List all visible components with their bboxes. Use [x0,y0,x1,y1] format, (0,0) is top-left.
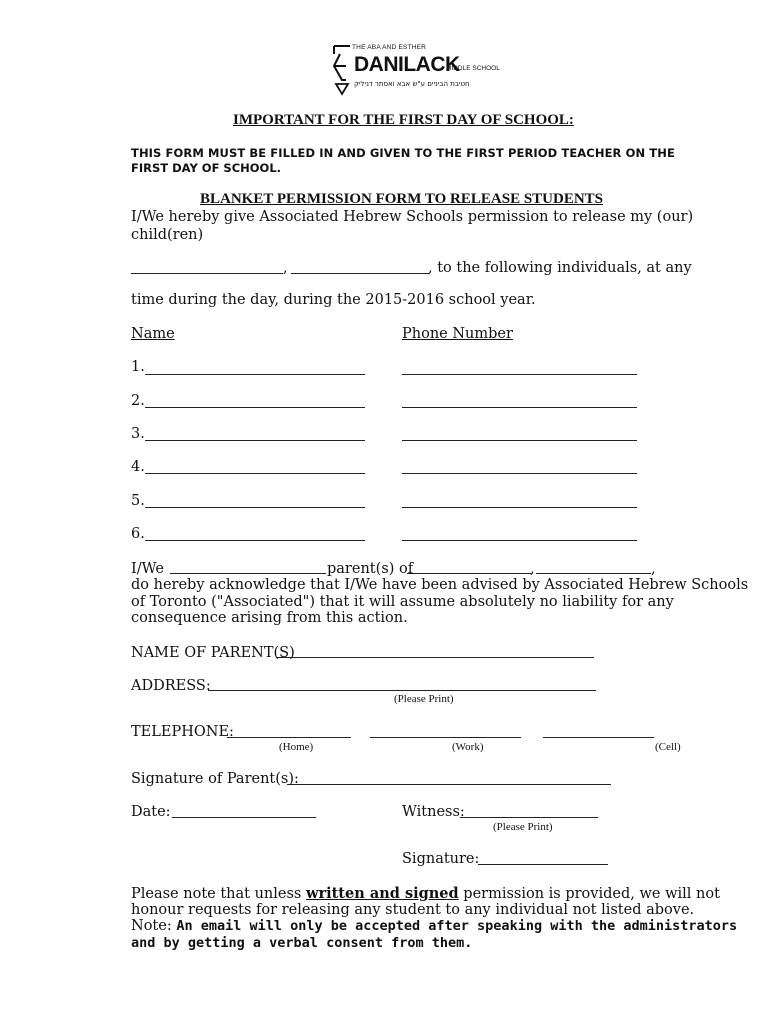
row-number-6: 6. [131,526,145,542]
note-label: Note: [131,918,177,934]
please-print-hint: (Please Print) [394,693,454,705]
row-5-name-field[interactable] [145,507,365,508]
witness-signature-label: Signature: [402,851,480,867]
note-line-1 [131,885,720,902]
row-number-5: 5. [131,493,145,509]
row-6-phone-field[interactable] [402,540,637,541]
acknowledge-line-2: of Toronto ("Associated") that it will assume absolutely no liability for any [131,594,674,610]
page-title-text: IMPORTANT FOR THE FIRST DAY OF SCHOOL [233,112,569,128]
acknowledge-line-3: consequence arising from this action. [131,610,408,626]
row-6-name-field[interactable] [145,540,365,541]
note-line-2: honour requests for releasing any student to any individual not listed above. [131,902,695,918]
note-verbal-consent: and by getting a verbal consent from them. [131,935,473,951]
time-line-text: time during the day, during the 2015-2016 school year. [131,292,536,308]
phone-column-header: Phone Number [402,326,513,342]
name-column-header: Name [131,326,175,342]
cell-hint: (Cell) [655,741,681,753]
comma: , [283,260,288,276]
logo-hebrew-text: חטיבת הביניים ע"ש אבא ואסתר דניליק [354,80,470,88]
note-line-4 [131,935,472,951]
to-following-text: , to the following individuals, at any [428,260,692,276]
logo-subtitle: MIDDLE SCHOOL [446,65,500,72]
warning-line-2: FIRST DAY OF SCHOOL. [131,161,282,175]
parents-of-label: parent(s) of [327,561,414,577]
row-1-name-field[interactable] [145,374,365,375]
form-title: BLANKET PERMISSION FORM TO RELEASE STUDENTS [200,191,604,207]
parent-name-field[interactable] [276,657,594,658]
row-number-4: 4. [131,459,145,475]
home-hint: (Home) [279,741,314,753]
date-label: Date: [131,804,171,820]
page-title-colon: : [568,112,574,128]
comma: , [530,561,535,577]
parent-signature-field[interactable] [287,784,611,785]
row-4-name-field[interactable] [145,473,365,474]
child-2-field[interactable] [291,273,429,274]
child-name-field-2[interactable] [536,573,651,574]
child-1-field[interactable] [131,273,283,274]
intro-line-1: I/We hereby give Associated Hebrew Schools permission to release my (our) [131,209,694,225]
intro-line-2: child(ren) [131,227,204,243]
please-print-hint: (Please Print) [493,821,553,833]
note-line-3 [131,918,737,934]
note-email-policy: An email will only be accepted after speaking with the administrators [176,918,738,934]
work-hint: (Work) [452,741,484,753]
row-1-phone-field[interactable] [402,374,637,375]
child-name-field-1[interactable] [407,573,531,574]
acknowledge-line-1: do hereby acknowledge that I/We have been advised by Associated Hebrew Schools [131,577,749,593]
iwe-label: I/We [131,561,164,577]
telephone-cell-field[interactable] [543,737,654,738]
row-3-phone-field[interactable] [402,440,637,441]
row-5-phone-field[interactable] [402,507,637,508]
note-emphasis: written and signed [305,885,459,902]
parent-signature-label: Signature of Parent(s): [131,771,299,787]
address-label: ADDRESS: [131,678,211,694]
row-2-name-field[interactable] [145,407,365,408]
logo-school-name: DANILACK [354,53,460,76]
iwe-name-field[interactable] [170,573,326,574]
date-field[interactable] [172,817,316,818]
row-number-3: 3. [131,426,145,442]
telephone-label: TELEPHONE: [131,724,234,740]
note-line-1-end: permission is provided, we will not [458,886,720,902]
note-line-1-start: Please note that unless [131,886,306,902]
witness-signature-field[interactable] [478,864,608,865]
telephone-work-field[interactable] [370,737,521,738]
logo-top-line: THE ABA AND ESTHER [352,44,427,51]
row-number-1: 1. [131,359,145,375]
comma: , [651,561,656,577]
page-title [233,112,574,129]
row-3-name-field[interactable] [145,440,365,441]
witness-field[interactable] [460,817,598,818]
parent-name-label: NAME OF PARENT(S) [131,645,295,661]
row-4-phone-field[interactable] [402,473,637,474]
row-2-phone-field[interactable] [402,407,637,408]
telephone-home-field[interactable] [227,737,351,738]
address-field[interactable] [208,690,596,691]
warning-line-1: THIS FORM MUST BE FILLED IN AND GIVEN TO THE FIRST PERIOD TEACHER ON THE [131,146,675,160]
row-number-2: 2. [131,393,145,409]
witness-label: Witness: [402,804,465,820]
